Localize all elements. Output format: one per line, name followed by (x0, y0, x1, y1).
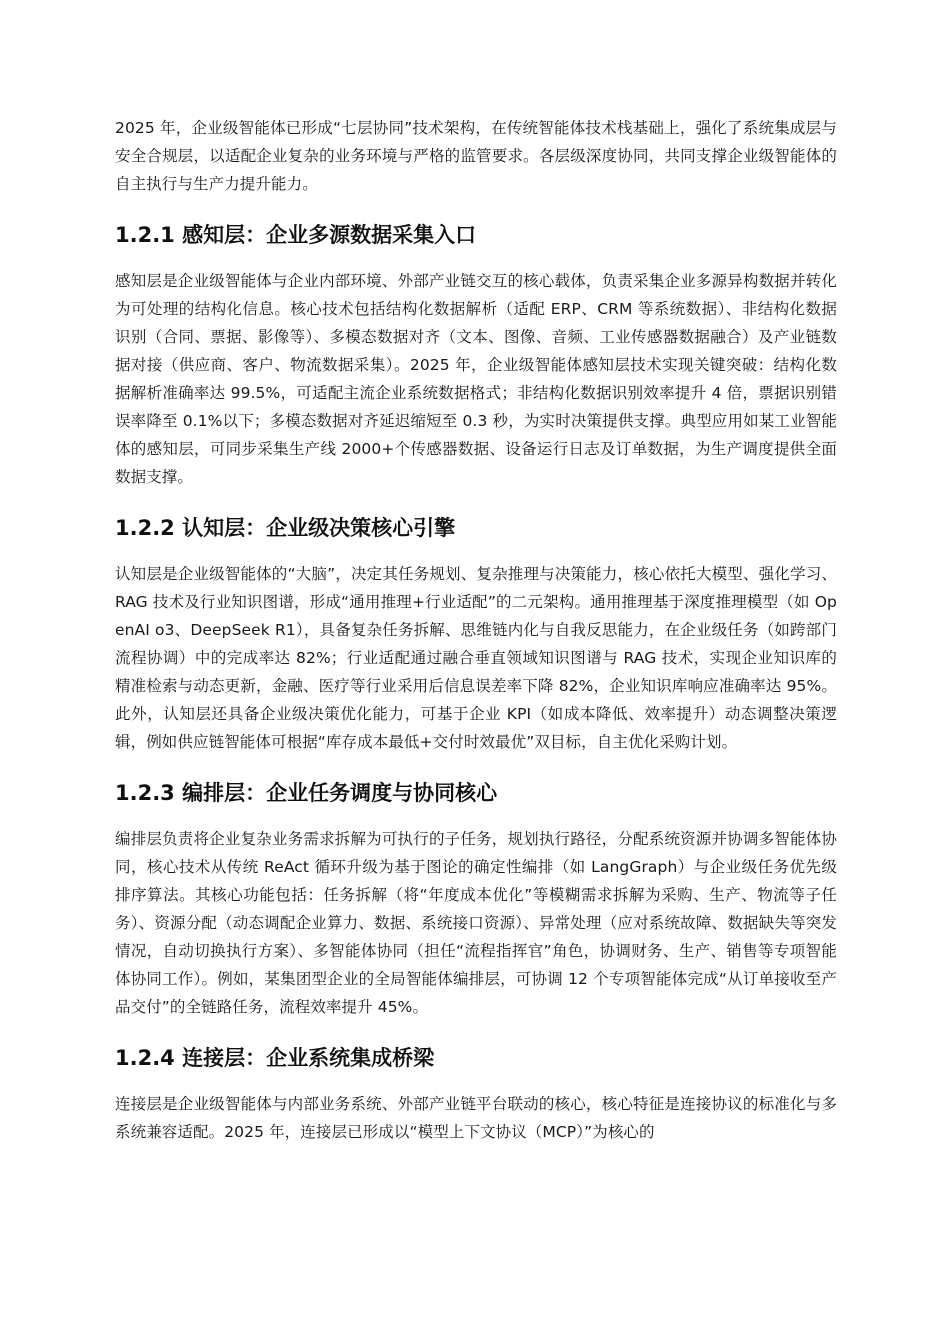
section-body-orchestration: 编排层负责将企业复杂业务需求拆解为可执行的子任务，规划执行路径，分配系统资源并协调多智能体协同，核心技术从传统 ReAct 循环升级为基于图论的确定性编排（如 LangGraph）与企业级任务优先级排序算法。其核心功能包括：任务拆解（将“年度成本优化”等模糊需求拆解为采购、生产、物流等子任务）、资源分配（动态调配企业算力、数据、系统接口资源）、异常处理（应对系统故障、数据缺失等突发情况，自动切换执行方案）、多智能体协同（担任“流程指挥官”角色，协调财务、生产、销售等专项智能体协同工作）。例如，某集团型企业的全局智能体编排层，可协调 12 个专项智能体完成“从订单接收至产品交付”的全链路任务，流程效率提升 45%。 (115, 830, 837, 1016)
section-body-cognition: 认知层是企业级智能体的“大脑”，决定其任务规划、复杂推理与决策能力，核心依托大模型、强化学习、RAG 技术及行业知识图谱，形成“通用推理+行业适配”的二元架构。通用推理基于深度推理模型（如 OpenAI o3、DeepSeek R1），具备复杂任务拆解、思维链内化与自我反思能力，在企业级任务（如跨部门流程协调）中的完成率达 82%；行业适配通过融合垂直领域知识图谱与 RAG 技术，实现企业知识库的精准检索与动态更新，金融、医疗等行业采用后信息误差率下降 82%，企业知识库响应准确率达 95%。此外，认知层还具备企业级决策优化能力，可基于企业 KPI（如成本降低、效率提升）动态调整决策逻辑，例如供应链智能体可根据“库存成本最低+交付时效最优”双目标，自主优化采购计划。 (115, 565, 837, 751)
section-heading-connection: 1.2.4 连接层：企业系统集成桥梁 (115, 1046, 435, 1070)
section-body-perception: 感知层是企业级智能体与企业内部环境、外部产业链交互的核心载体，负责采集企业多源异构数据并转化为可处理的结构化信息。核心技术包括结构化数据解析（适配 ERP、CRM 等系统数据）、非结构化数据识别（合同、票据、影像等）、多模态数据对齐（文本、图像、音频、工业传感器数据融合）及产业链数据对接（供应商、客户、物流数据采集）。2025 年，企业级智能体感知层技术实现关键突破：结构化数据解析准确率达 99.5%，可适配主流企业系统数据格式；非结构化数据识别效率提升 4 倍，票据识别错误率降至 0.1%以下；多模态数据对齐延迟缩短至 0.3 秒，为实时决策提供支撑。典型应用如某工业智能体的感知层，可同步采集生产线 2000+个传感器数据、设备运行日志及订单数据，为生产调度提供全面数据支撑。 (115, 272, 837, 486)
section-heading-cognition: 1.2.2 认知层：企业级决策核心引擎 (115, 516, 456, 540)
section-heading-orchestration: 1.2.3 编排层：企业任务调度与协同核心 (115, 781, 498, 805)
section-heading-perception: 1.2.1 感知层：企业多源数据采集入口 (115, 223, 477, 247)
intro-paragraph: 2025 年，企业级智能体已形成“七层协同”技术架构，在传统智能体技术栈基础上，强化了系统集成层与安全合规层，以适配企业复杂的业务环境与严格的监管要求。各层级深度协同，共同支撑企业级智能体的自主执行与生产力提升能力。 (115, 119, 837, 193)
document-page (115, 114, 837, 1168)
section-body-connection: 连接层是企业级智能体与内部业务系统、外部产业链平台联动的核心，核心特征是连接协议的标准化与多系统兼容适配。2025 年，连接层已形成以“模型上下文协议（MCP）”为核心的 (115, 1095, 837, 1141)
